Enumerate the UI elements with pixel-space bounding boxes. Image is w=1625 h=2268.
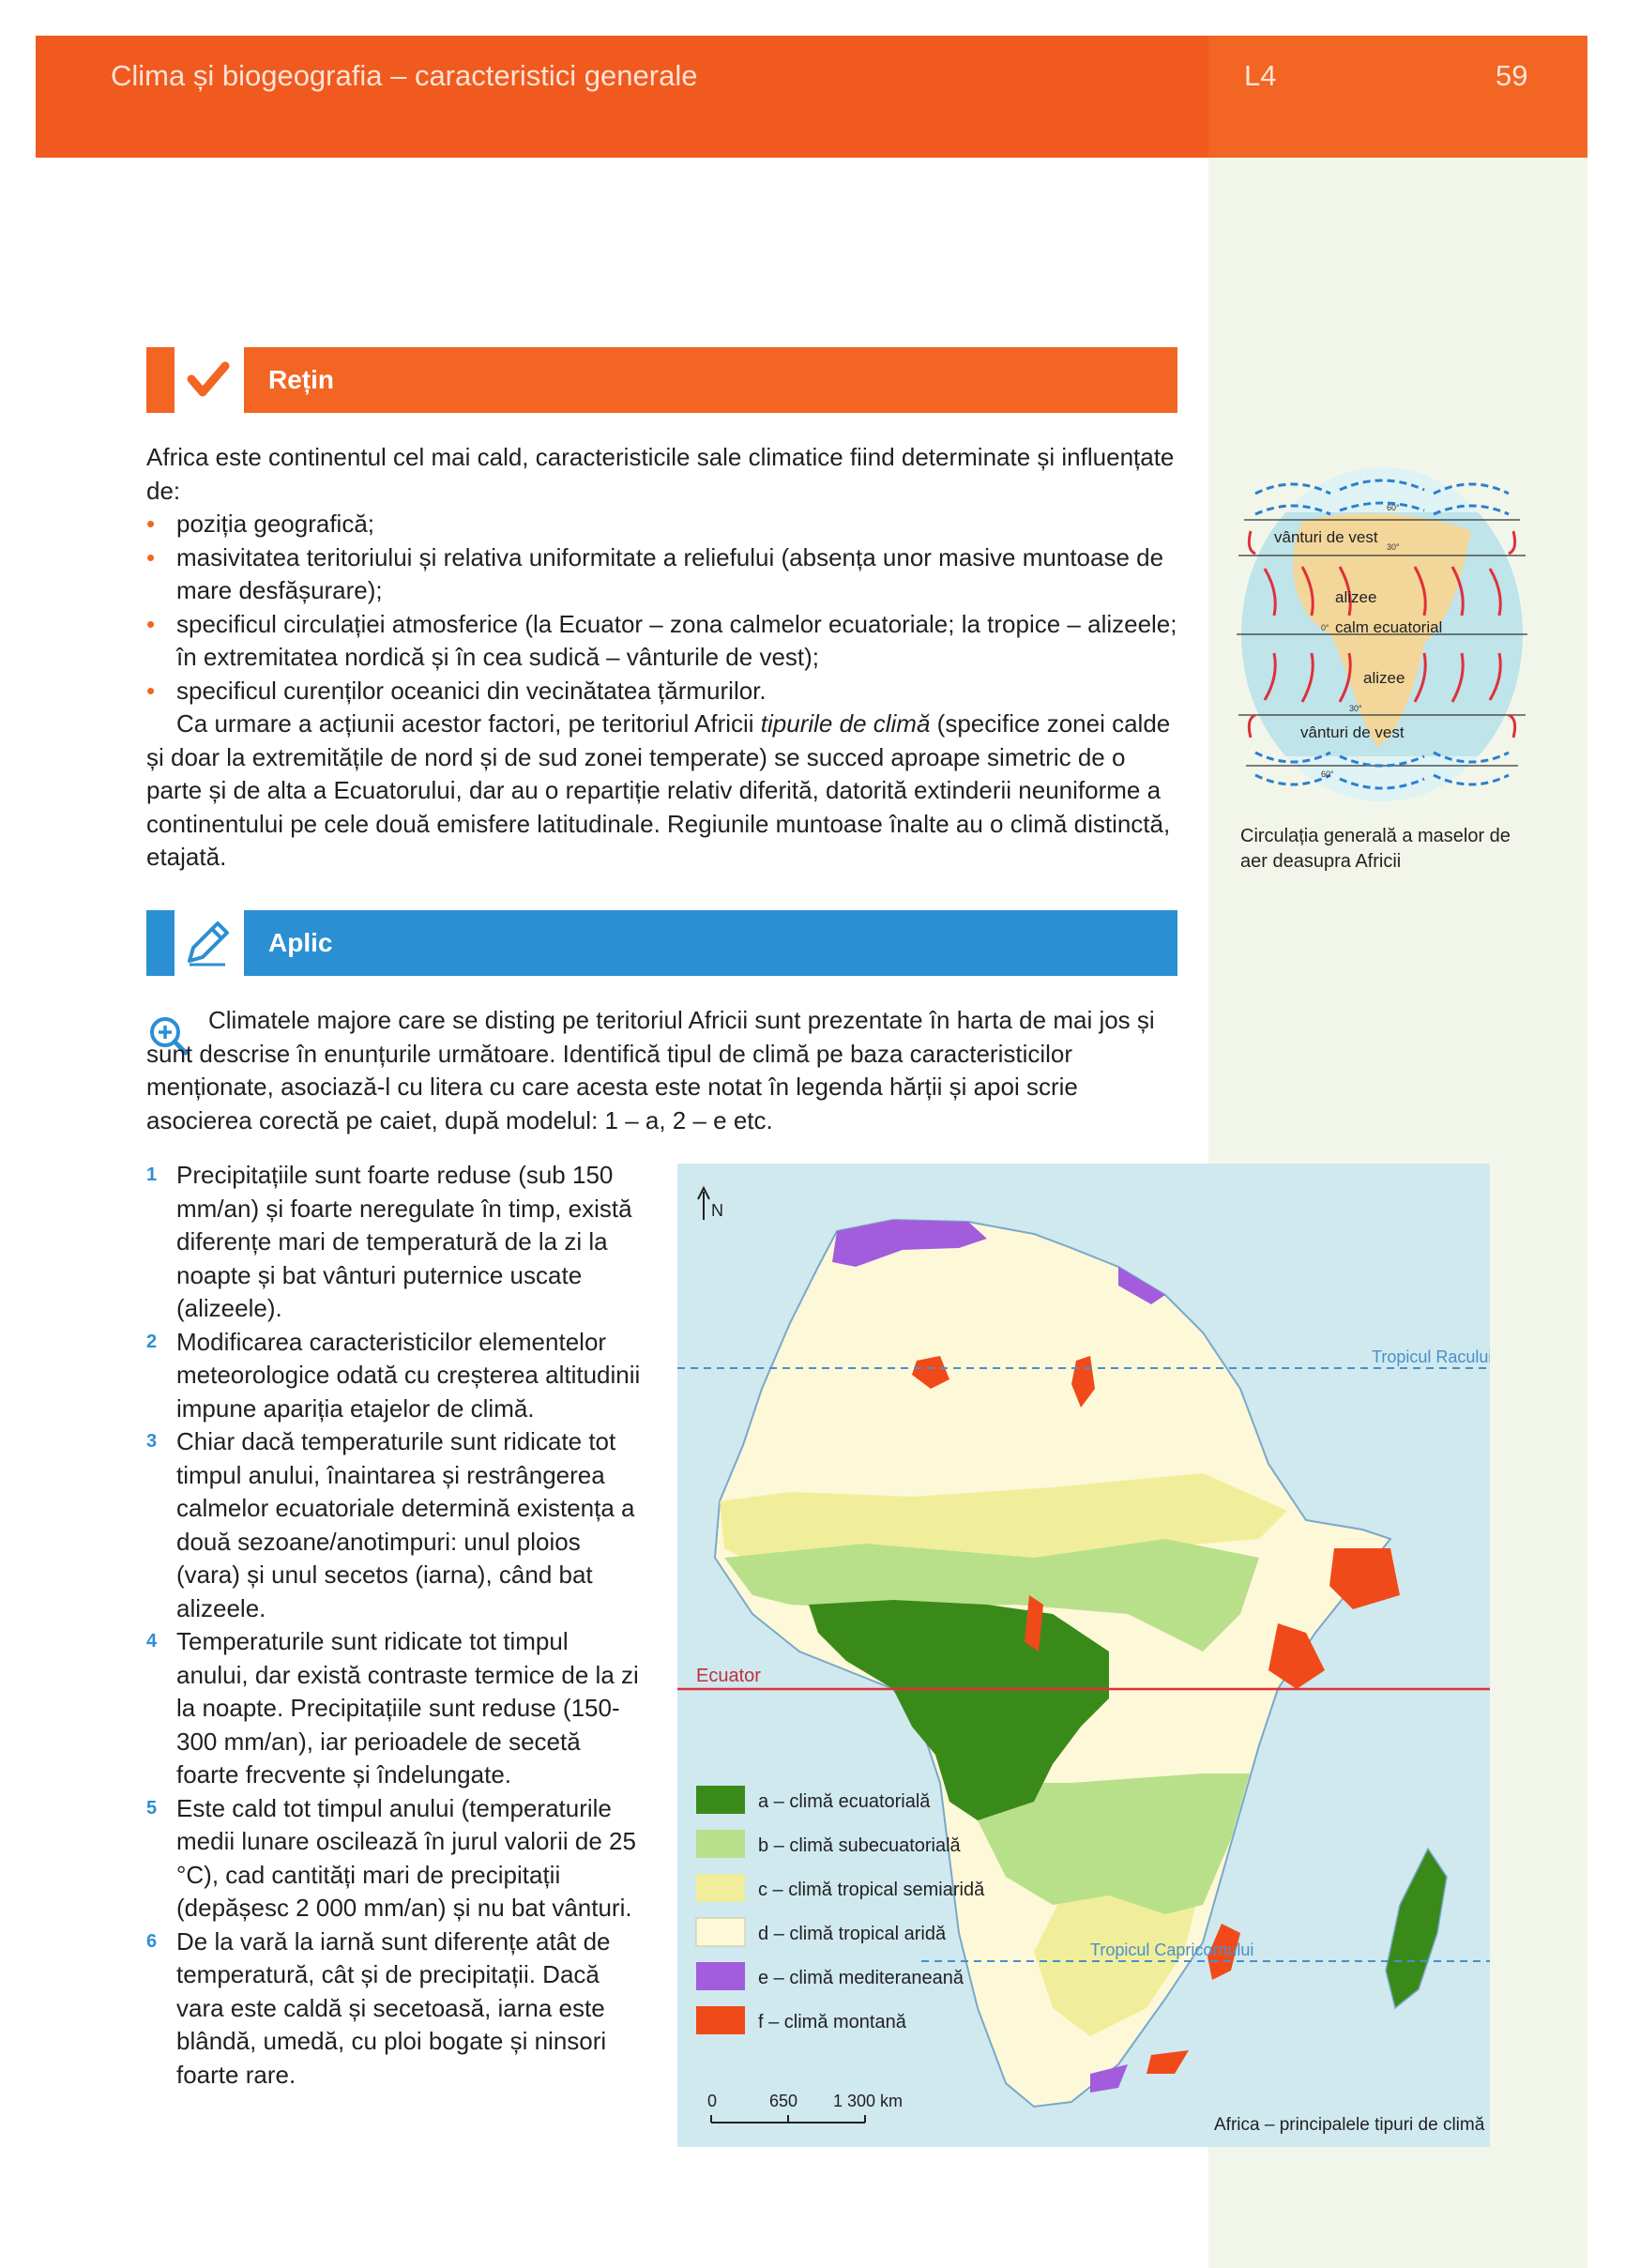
item-text: Este cald tot timpul anului (temperaturile medii lunare oscilează în jurul valorii de 25 °C), cad cantități mari de precipitații (depășesc 2 000 mm/an) și nu bat vânturi.	[176, 1793, 636, 1922]
legend-label-a: a – climă ecuatorială	[758, 1791, 931, 1812]
header-lesson-block	[1208, 36, 1587, 158]
legend-swatch-a	[696, 1786, 745, 1814]
equatorial-calm-label: calm ecuatorial	[1335, 618, 1443, 636]
list-item	[146, 1425, 644, 1625]
lat-30s-label: 30°	[1349, 704, 1362, 713]
scale-label-650: 650	[769, 2092, 798, 2110]
legend-label-d: d – climă tropical aridă	[758, 1924, 947, 1944]
climate-types-term: tipurile de climă	[760, 709, 931, 738]
lat-30n-label: 30°	[1387, 542, 1400, 552]
scale-label-1300: 1 300 km	[833, 2092, 904, 2110]
westerlies-north-label: vânturi de vest	[1274, 528, 1378, 546]
legend-label-c: c – climă tropical semiaridă	[758, 1880, 985, 1900]
checkmark-icon	[175, 347, 240, 413]
item-text: Chiar dacă temperaturile sunt ridicate tot timpul anului, înaintarea și restrângerea calmelor ecuatoriale determină existența a două sezoane/anotimpuri: unul ploios (vara) și unul secetos (iarna), când bat alizeele.	[176, 1427, 635, 1622]
retin-paragraph	[146, 708, 1178, 875]
legend-label-b: b – climă subecuatorială	[758, 1835, 961, 1856]
retin-bar-accent	[146, 347, 175, 413]
item-number: 3	[146, 1431, 158, 1452]
list-item	[146, 1625, 644, 1792]
air-circulation-diagram	[1237, 456, 1527, 822]
lat-60s-label: 60°	[1321, 769, 1334, 779]
item-text: Precipitațiile sunt foarte reduse (sub 150 mm/an) și foarte neregulate în timp, există diferențe mari de temperatură de la zi la noapte și bat vânturi puternice uscate (alizeele).	[176, 1161, 632, 1322]
item-number: 2	[146, 1331, 158, 1352]
aplic-title: Aplic	[244, 910, 1177, 976]
list-item: • masivitatea teritoriului și relativa uniformitate a reliefului (absența unor masive muntoase de mare desfășurare);	[146, 541, 1178, 608]
chapter-title: Clima și biogeografia – caracteristici generale	[111, 59, 698, 92]
item-number: 1	[146, 1164, 158, 1185]
legend-label-e: e – climă mediteraneană	[758, 1968, 964, 1988]
tropic-capricorn-label: Tropicul Capricornului	[1090, 1941, 1254, 1959]
retin-paragraph-start: Ca urmare a acțiunii acestor factori, pe teritoriul Africii	[176, 709, 761, 738]
page-number: 59	[1496, 59, 1528, 92]
trade-winds-north-label: alizee	[1335, 588, 1377, 606]
legend-swatch-f	[696, 2006, 745, 2034]
list-item	[146, 1326, 644, 1426]
list-item	[146, 1159, 644, 1326]
trade-winds-south-label: alizee	[1363, 669, 1405, 687]
legend-swatch-e	[696, 1962, 745, 1990]
item-text: De la vară la iarnă sunt diferențe atât de temperatură, cât și de precipitații. Dacă vara este caldă și secetoasă, iarna este blândă, umedă, cu ploi bogate și ninsori foarte rare.	[176, 1926, 611, 2089]
item-number: 5	[146, 1797, 158, 1819]
north-label: N	[711, 1201, 723, 1220]
westerlies-south-label: vânturi de vest	[1300, 723, 1405, 741]
aplic-bar-accent	[146, 910, 175, 976]
scale-label-0: 0	[707, 2092, 718, 2110]
legend-swatch-d	[696, 1918, 745, 1946]
item-text: Temperaturile sunt ridicate tot timpul anului, dar există contraste termice de la zi la noapte. Precipitațiile sunt reduse (150-300 mm/an), iar perioadele de secetă foarte frecvente și îndelungate.	[176, 1627, 639, 1789]
list-item: • specificul curenților oceanici din vecinătatea țărmurilor.	[146, 675, 1178, 708]
legend-swatch-b	[696, 1830, 745, 1858]
item-number: 4	[146, 1631, 158, 1652]
list-item	[146, 1926, 644, 2093]
lat-60n-label: 60°	[1387, 503, 1400, 512]
map-caption: Africa – principalele tipuri de climă	[1214, 2115, 1485, 2135]
equator-label: Ecuator	[696, 1666, 761, 1686]
legend-label-f: f – climă montană	[758, 2012, 906, 2032]
africa-climate-map	[677, 1164, 1490, 2147]
retin-title: Rețin	[244, 347, 1177, 413]
list-item: • specificul circulației atmosferice (la Ecuator – zona calmelor ecuatoriale; la tropice – alizeele; în extremitatea nordică și în cea sudică – vânturile de vest);	[146, 608, 1178, 675]
lat-0-label: 0°	[1321, 623, 1329, 632]
exercise-list	[146, 1159, 644, 2092]
item-number: 6	[146, 1930, 158, 1952]
circulation-caption: Circulația generală a maselor de aer deasupra Africii	[1240, 826, 1511, 872]
aplic-instructions: Climatele majore care se disting pe teritoriul Africii sunt prezentate în harta de mai jos și sunt descrise în enunțurile următoare. Identifică tipul de climă pe baza caracteristicilor menționate, asociază-l cu litera cu care acesta este notat în legenda hărții și apoi scrie asocierea corectă pe caiet, după modelul: 1 – a, 2 – e etc.	[146, 1006, 1155, 1134]
retin-paragraph-end: (specifice zonei calde și doar la extremitățile de nord și de sud zonei temperate) se succed aproape simetric de o parte și de alta a Ecuatorului, dar au o repartiție relativ diferită, datorită extinderii neuniforme a continentului pe cele două emisfere latitudinale. Regiunile muntoase înalte au o climă distinctă, etajată.	[146, 709, 1171, 871]
tropic-cancer-label: Tropicul Racului	[1372, 1347, 1490, 1366]
retin-bullet-list	[146, 508, 1178, 708]
list-item	[146, 1792, 644, 1926]
lesson-number: L4	[1244, 59, 1277, 92]
retin-body	[146, 441, 1178, 875]
legend-swatch-c	[696, 1874, 745, 1902]
list-item: • poziția geografică;	[146, 508, 1178, 541]
item-text: Modificarea caracteristicilor elementelor meteorologice odată cu creșterea altitudinii impune apariția etajelor de climă.	[176, 1327, 641, 1423]
pencil-icon	[175, 910, 240, 976]
retin-intro: Africa este continentul cel mai cald, caracteristicile sale climatice fiind determinate și influențate de:	[146, 443, 1175, 505]
